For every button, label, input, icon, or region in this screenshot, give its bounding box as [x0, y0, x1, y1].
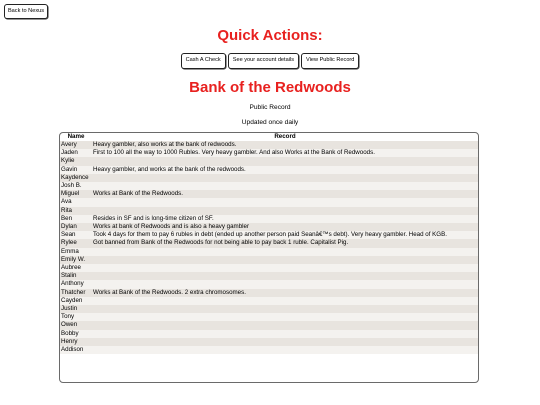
- table-row: [60, 280, 478, 288]
- row-name-cell: Tony: [60, 313, 92, 321]
- row-record-cell: [92, 248, 478, 256]
- record-column-header: Record: [274, 133, 296, 140]
- row-record-cell: Works at Bank of the Redwoods.: [92, 190, 478, 198]
- row-record-cell: [92, 182, 478, 190]
- row-name-cell: Kylie: [60, 157, 92, 165]
- row-name-cell: Gavin: [60, 166, 92, 174]
- row-name-cell: Miguel: [60, 190, 92, 198]
- row-name-cell: Emma: [60, 248, 92, 256]
- row-record-cell: [92, 174, 478, 182]
- row-record-cell: [92, 207, 478, 215]
- table-row: [60, 182, 478, 190]
- table-body: [60, 141, 478, 354]
- table-row: [60, 297, 478, 305]
- row-name-cell: Henry: [60, 338, 92, 346]
- table-row: [60, 321, 478, 329]
- row-name-cell: Thatcher: [60, 289, 92, 297]
- table-row: [60, 338, 478, 346]
- table-row: [60, 289, 478, 297]
- table-row: [60, 198, 478, 206]
- row-record-cell: Heavy gambler, and works at the bank of the redwoods.: [92, 166, 478, 174]
- update-note: Updated once daily: [241, 119, 299, 126]
- row-record-cell: [92, 264, 478, 272]
- public-record-table-container: [59, 132, 479, 383]
- row-name-cell: Rita: [60, 207, 92, 215]
- row-record-cell: [92, 313, 478, 321]
- row-record-cell: [92, 346, 478, 354]
- row-record-cell: [92, 272, 478, 280]
- row-record-cell: Got banned from Bank of the Redwoods for not being able to pay back 1 ruble. Capitalist Pig.: [92, 239, 478, 247]
- quick-actions-bar: [0, 53, 540, 69]
- table-row: [60, 157, 478, 165]
- table-row: [60, 239, 478, 247]
- row-name-cell: Sean: [60, 231, 92, 239]
- table-row: [60, 256, 478, 264]
- row-record-cell: [92, 256, 478, 264]
- row-record-cell: Works at bank of Redwoods and is also a heavy gambler: [92, 223, 478, 231]
- row-name-cell: Stalin: [60, 272, 92, 280]
- row-name-cell: Rylee: [60, 239, 92, 247]
- row-record-cell: Took 4 days for them to pay 6 rubles in debt (ended up another person paid Seanâ€™s debt). Very heavy gambler. Head of KGB.: [92, 231, 478, 239]
- table-row: [60, 248, 478, 256]
- table-row: [60, 231, 478, 239]
- row-name-cell: Josh B.: [60, 182, 92, 190]
- row-record-cell: [92, 198, 478, 206]
- table-row: [60, 149, 478, 157]
- row-record-cell: Heavy gambler, also works at the bank of redwoods.: [92, 141, 478, 149]
- table-row: [60, 207, 478, 215]
- row-name-cell: Justin: [60, 305, 92, 313]
- table-row: [60, 174, 478, 182]
- public-record-table: [60, 133, 478, 354]
- row-record-cell: Resides in SF and is long-time citizen of SF.: [92, 215, 478, 223]
- table-row: [60, 264, 478, 272]
- row-name-cell: Bobby: [60, 330, 92, 338]
- quick-actions-title: Quick Actions:: [217, 27, 323, 44]
- table-row: [60, 215, 478, 223]
- bank-title: Bank of the Redwoods: [189, 79, 351, 96]
- row-record-cell: First to 100 all the way to 1000 Rubles. Very heavy gambler. And also Works at the Bank of Redwoods.: [92, 149, 478, 157]
- name-column-header: Name: [67, 133, 85, 140]
- row-name-cell: Dylan: [60, 223, 92, 231]
- row-name-cell: Anthony: [60, 280, 92, 288]
- cash-check-button[interactable]: Cash A Check: [181, 53, 226, 69]
- row-record-cell: [92, 280, 478, 288]
- public-record-subtitle: Public Record: [249, 104, 291, 111]
- view-public-record-button[interactable]: View Public Record: [301, 53, 359, 69]
- row-name-cell: Avery: [60, 141, 92, 149]
- row-record-cell: [92, 297, 478, 305]
- row-name-cell: Ben: [60, 215, 92, 223]
- table-row: [60, 346, 478, 354]
- row-record-cell: [92, 157, 478, 165]
- table-row: [60, 313, 478, 321]
- row-name-cell: Cayden: [60, 297, 92, 305]
- account-details-button[interactable]: See your account details: [228, 53, 299, 69]
- table-row: [60, 166, 478, 174]
- row-name-cell: Ava: [60, 198, 92, 206]
- table-row: [60, 305, 478, 313]
- row-name-cell: Addison: [60, 346, 92, 354]
- row-record-cell: [92, 338, 478, 346]
- table-row: [60, 223, 478, 231]
- row-record-cell: [92, 305, 478, 313]
- row-record-cell: [92, 321, 478, 329]
- table-row: [60, 330, 478, 338]
- row-name-cell: Owen: [60, 321, 92, 329]
- row-record-cell: Works at Bank of the Redwoods. 2 extra chromosomes.: [92, 289, 478, 297]
- row-name-cell: Kaydence: [60, 174, 92, 182]
- table-row: [60, 272, 478, 280]
- row-record-cell: [92, 330, 478, 338]
- table-row: [60, 190, 478, 198]
- table-row: [60, 141, 478, 149]
- back-to-nexus-button[interactable]: Back to Nexus: [4, 4, 48, 19]
- row-name-cell: Jaden: [60, 149, 92, 157]
- row-name-cell: Aubree: [60, 264, 92, 272]
- row-name-cell: Emily W.: [60, 256, 92, 264]
- table-header-row: [60, 133, 478, 141]
